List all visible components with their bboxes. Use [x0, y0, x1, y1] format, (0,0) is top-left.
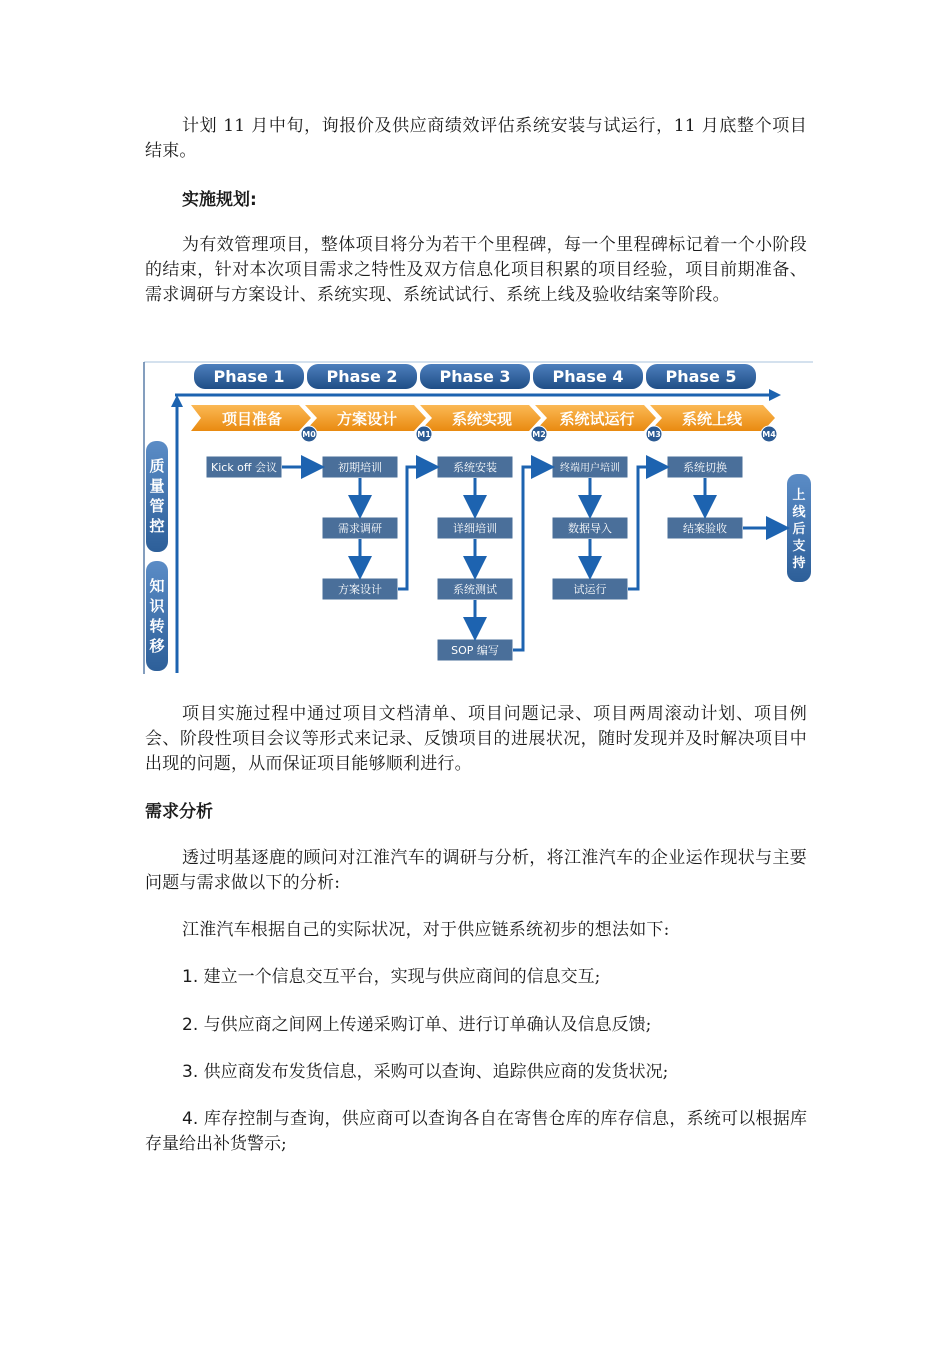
svg-text:M2: M2	[532, 430, 546, 439]
svg-text:系统切换: 系统切换	[683, 461, 727, 474]
svg-text:量: 量	[149, 477, 165, 495]
svg-text:持: 持	[792, 556, 806, 571]
analysis-heading: 需求分析	[145, 802, 213, 822]
analysis-paragraph: 透过明基逐鹿的顾问对江淮汽车的调研与分析，将江淮汽车的企业运作现状与主要问题与需求做以下的分析:	[145, 848, 807, 893]
svg-text:M1: M1	[417, 430, 431, 439]
phase-label-5: Phase 5	[665, 367, 737, 386]
stage-chevrons	[191, 405, 775, 431]
svg-text:知: 知	[149, 577, 165, 595]
stage-label-4: 系统试运行	[559, 410, 635, 428]
planning-paragraph: 为有效管理项目，整体项目将分为若干个里程碑，每一个里程碑标记着一个小阶段的结束，针对本次项目需求之特性及双方信息化项目积累的项目经验，项目前期准备、需求调研与方案设计、系统实现、系统试试行、系统上线及验收结案等阶段。	[145, 235, 807, 305]
svg-text:方案设计: 方案设计	[338, 583, 382, 596]
phase-label-4: Phase 4	[552, 367, 624, 386]
stage-label-1: 项目准备	[221, 410, 283, 428]
svg-text:识: 识	[149, 597, 165, 615]
phase-label-3: Phase 3	[439, 367, 511, 386]
svg-text:线: 线	[792, 505, 806, 520]
svg-text:M4: M4	[762, 430, 776, 439]
svg-text:需求调研: 需求调研	[338, 522, 382, 535]
phase-diagram	[143, 361, 813, 675]
svg-text:后: 后	[792, 522, 806, 537]
stage-label-5: 系统上线	[681, 410, 743, 428]
svg-text:移: 移	[149, 637, 165, 655]
phase-label-1: Phase 1	[213, 367, 285, 386]
svg-text:终端用户培训: 终端用户培训	[560, 463, 620, 474]
svg-text:上: 上	[792, 488, 806, 503]
flow-arrows	[282, 467, 784, 650]
svg-text:SOP 编写: SOP 编写	[451, 644, 499, 657]
list-item-2: 2. 与供应商之间网上传递采购订单、进行订单确认及信息反馈;	[182, 1015, 652, 1035]
svg-text:Kick off 会议: Kick off 会议	[211, 461, 277, 474]
process-paragraph: 项目实施过程中通过项目文档清单、项目问题记录、项目两周滚动计划、项目例会、阶段性项目会议等形式来记录、反馈项目的进展状况，随时发现并及时解决项目中出现的问题，从而保证项目能够顺利进行。	[145, 704, 807, 774]
svg-text:系统安装: 系统安装	[453, 461, 497, 474]
stage-label-3: 系统实现	[451, 410, 513, 428]
list-item-4: 4. 库存控制与查询，供应商可以查询各自在寄售仓库的库存信息，系统可以根据库存量给出补货警示;	[145, 1109, 808, 1154]
svg-text:M3: M3	[647, 430, 661, 439]
svg-text:M0: M0	[302, 430, 316, 439]
svg-text:数据导入: 数据导入	[568, 522, 612, 535]
svg-text:系统测试: 系统测试	[453, 583, 497, 596]
intro-paragraph: 计划 11 月中旬，询报价及供应商绩效评估系统安装与试运行，11 月底整个项目结束。	[145, 116, 807, 161]
svg-text:管: 管	[149, 497, 165, 515]
svg-text:初期培训: 初期培训	[338, 461, 382, 474]
svg-text:结案验收: 结案验收	[683, 522, 727, 535]
svg-text:质: 质	[149, 457, 165, 475]
phase-label-2: Phase 2	[326, 367, 398, 386]
svg-text:转: 转	[149, 617, 165, 635]
svg-text:试运行: 试运行	[573, 583, 607, 596]
list-item-3: 3. 供应商发布发货信息，采购可以查询、追踪供应商的发货状况;	[182, 1062, 669, 1082]
planning-heading: 实施规划:	[182, 190, 257, 210]
stage-label-2: 方案设计	[336, 410, 398, 428]
phase-tabs	[194, 364, 756, 389]
list-item-1: 1. 建立一个信息交互平台，实现与供应商间的信息交互;	[182, 967, 601, 987]
svg-text:支: 支	[792, 539, 806, 554]
svg-text:控: 控	[149, 517, 165, 535]
svg-text:详细培训: 详细培训	[453, 522, 497, 535]
idea-paragraph: 江淮汽车根据自己的实际状况，对于供应链系统初步的想法如下:	[182, 920, 670, 940]
